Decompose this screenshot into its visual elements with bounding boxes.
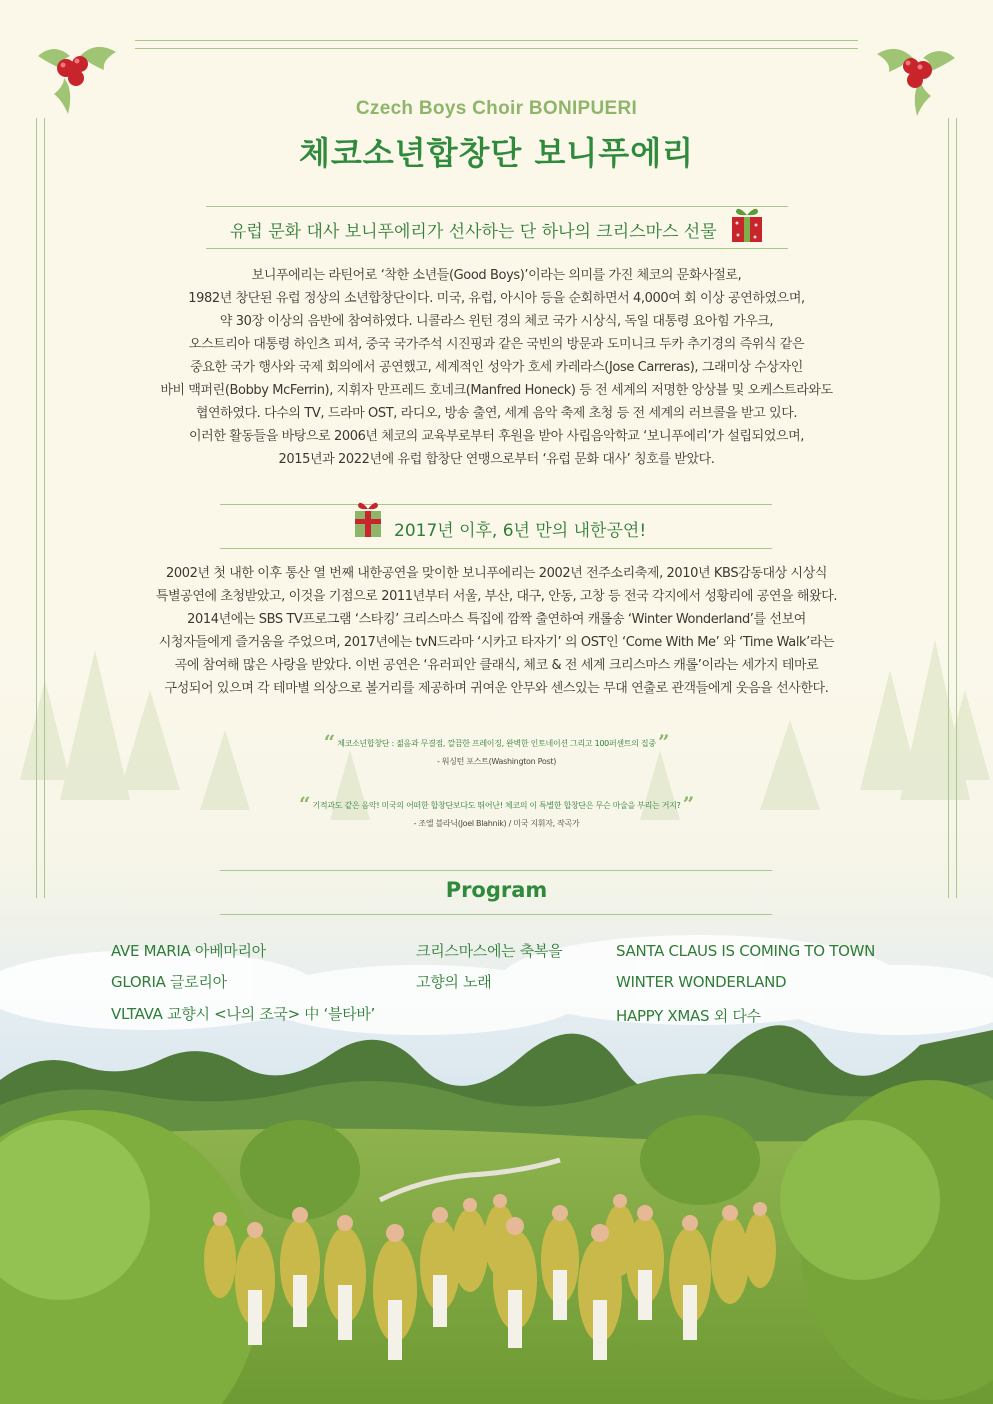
quote-2-text: 기적과도 같은 음악! 미국의 어떠한 합창단보다도 뛰어난! 체코의 이 특별한 합창단은 무슨 마술을 부리는 거지? (312, 801, 681, 810)
section1-bottom-rule (206, 248, 788, 249)
section1-line: 바비 맥퍼린(Bobby McFerrin), 지휘자 만프레드 호네크(Manfred Honeck) 등 전 세계의 저명한 앙상블 및 오케스트라와도 (160, 383, 833, 398)
section1-line: 협연하였다. 다수의 TV, 드라마 OST, 라디오, 방송 출연, 세계 음악 축제 초청 등 전 세계의 러브콜을 받고 있다. (195, 406, 798, 421)
program-item: 고향의 노래 (416, 973, 492, 991)
program-bottom-rule (220, 914, 772, 915)
section1-line: 약 30장 이상의 음반에 참여하였다. 니콜라스 윈턴 경의 체코 국가 시상식, 독일 대통령 요아힘 가우크, (219, 314, 774, 329)
section1-line: 1982년 창단된 유럽 정상의 소년합창단이다. 미국, 유럽, 아시아 등을 순회하면서 4,000여 회 이상 공연하였으며, (188, 291, 805, 306)
section2-body (120, 562, 873, 700)
program-item: HAPPY XMAS 외 다수 (616, 1007, 761, 1025)
section2-heading: 2017년 이후, 6년 만의 내한공연! (394, 521, 647, 541)
quote-2 (0, 792, 993, 816)
section1-line: 이러한 활동들을 바탕으로 2006년 체코의 교육부로부터 후원을 받아 사립음악학교 ‘보니푸에리’가 설립되었으며, (189, 429, 804, 444)
program-item: AVE MARIA 아베마리아 (111, 942, 266, 960)
right-border-line (956, 118, 957, 898)
open-quote-icon: “ (323, 730, 335, 754)
gift-box-green-icon (352, 499, 384, 539)
section1-line: 보니푸에리는 라틴어로 ‘착한 소년들(Good Boys)’이라는 의미를 가진 체코의 문화사절로, (251, 268, 742, 283)
section2-line: 2014년에는 SBS TV프로그램 ‘스타킹’ 크리스마스 특집에 깜짝 출연하여 캐롤송 ‘Winter Wonderland’를 선보여 (187, 612, 806, 627)
section2-line: 곡에 참여해 많은 사랑을 받았다. 이번 공연은 ‘유러피안 클래식, 체코 & 전 세계 크리스마스 캐롤’이라는 세가지 테마로 (174, 658, 819, 673)
top-border-line-inner (135, 48, 858, 49)
open-quote-icon: “ (299, 792, 311, 816)
section2-top-rule (220, 504, 772, 505)
section2-line: 특별공연에 초청받았고, 이것을 기점으로 2011년부터 서울, 부산, 대구, 안동, 고창 등 전국 각지에서 성황리에 공연을 해왔다. (155, 589, 838, 604)
program-item: 크리스마스에는 축복을 (416, 942, 563, 960)
left-border-line (36, 118, 37, 898)
section1-line: 중요한 국가 행사와 국제 회의에서 공연했고, 세계적인 성악가 호세 카레라스(Jose Carreras), 그래미상 수상자인 (190, 360, 803, 375)
close-quote-icon: ” (658, 730, 670, 754)
section1-line: 2015년과 2022년에 유럽 합창단 연맹으로부터 ‘유럽 문화 대사’ 칭호를 받았다. (278, 452, 715, 467)
section2-line: 시청자들에게 즐거움을 주었으며, 2017년에는 tvN드라마 ‘시카고 타자기’ 의 OST인 ‘Come With Me’ 와 ‘Time Walk’라는 (158, 635, 835, 650)
quote-1-source: - 워싱턴 포스트(Washington Post) (436, 757, 557, 766)
section1-body (120, 264, 873, 471)
quote-1-text: 체코소년합창단 : 젊음과 무결점, 깔끔한 프레이징, 완벽한 인토네이션 그리고 100퍼센트의 집중 (337, 739, 656, 748)
program-top-rule (220, 870, 772, 871)
page-title: 체코소년합창단 보니푸에리 (298, 134, 695, 172)
left-border-line-inner (44, 118, 45, 898)
program-item: SANTA CLAUS IS COMING TO TOWN (616, 942, 876, 960)
section1-top-rule (206, 206, 788, 207)
choir-english-name: Czech Boys Choir BONIPUERI (355, 98, 638, 119)
gift-box-icon (728, 205, 766, 245)
section2-bottom-rule (220, 548, 772, 549)
program-heading: Program (445, 878, 548, 902)
right-border-line-inner (948, 118, 949, 898)
quote-1 (0, 730, 993, 754)
quote-2-source: - 조엘 블라닉(Joel Blahnik) / 미국 지휘자, 작곡가 (413, 819, 580, 828)
program-item: GLORIA 글로리아 (111, 973, 227, 991)
section2-line: 구성되어 있으며 각 테마별 의상으로 볼거리를 제공하며 귀여운 안무와 센스있는 무대 연출로 관객들에게 웃음을 선사한다. (164, 681, 829, 696)
top-border-line (135, 40, 858, 41)
section1-heading: 유럽 문화 대사 보니푸에리가 선사하는 단 하나의 크리스마스 선물 (230, 222, 717, 242)
section1-line: 오스트리아 대통령 하인츠 피셔, 중국 국가주석 시진핑과 같은 국빈의 방문과 도미니크 두카 추기경의 즉위식 같은 (188, 337, 805, 352)
program-item: VLTAVA 교향시 <나의 조국> 中 ‘블타바’ (111, 1005, 376, 1023)
close-quote-icon: ” (682, 792, 694, 816)
section2-line: 2002년 첫 내한 이후 통산 열 번째 내한공연을 맞이한 보니푸에리는 2002년 전주소리축제, 2010년 KBS감동대상 시상식 (165, 566, 828, 581)
program-item: WINTER WONDERLAND (616, 973, 787, 991)
